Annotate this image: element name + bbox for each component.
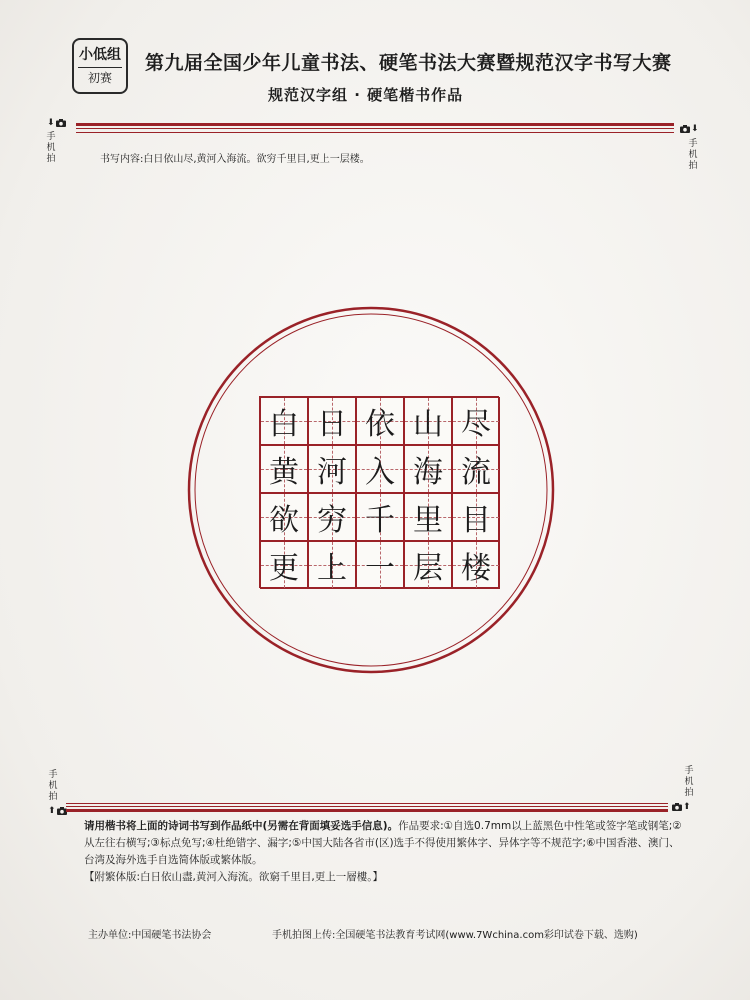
- arrow-up-icon: ⬆: [683, 802, 691, 812]
- photo-marker-top-left: [47, 118, 66, 128]
- requirements-details: 作品要求:①自选0.7mm以上蓝黑色中性笔或签字笔或钢笔;②从左往右横写;③标点免写;④杜绝错字、漏字;⑤中国大陆各省市(区)选手不得使用繁体字、异体字等不规范字;⑥中国香港、澳门、台湾及海外选手自选简体版或繁体版。: [84, 820, 682, 866]
- page-subtitle: 规范汉字组 · 硬笔楷书作品: [268, 86, 464, 104]
- grid-cell: 白: [260, 397, 308, 445]
- photo-marker-bottom-left: [48, 806, 67, 816]
- grid-cell: 穷: [308, 493, 356, 541]
- group-badge: [72, 38, 128, 94]
- requirements-text: [84, 818, 684, 886]
- footer-upload-info: 手机拍图上传:全国硬笔书法教育考试网(www.7Wchina.com彩印试卷下载、选购): [272, 930, 638, 941]
- camera-icon: [56, 119, 66, 127]
- phone-photo-label-top-left: 手 机 拍: [46, 132, 56, 164]
- phone-photo-label-bottom-right: 手 机 拍: [684, 766, 694, 798]
- footer-organizer: 主办单位:中国硬笔书法协会: [88, 930, 212, 941]
- group-label: 小低组: [79, 47, 121, 63]
- bottom-rule: [66, 801, 668, 812]
- grid-cell: 黄: [260, 445, 308, 493]
- grid-cell: 更: [260, 541, 308, 589]
- grid-cell: 一: [356, 541, 404, 589]
- grid-cell: 层: [404, 541, 452, 589]
- grid-cell: 日: [308, 397, 356, 445]
- arrow-down-icon: ⬇: [691, 124, 699, 134]
- camera-icon: [680, 125, 690, 133]
- phone-photo-label-bottom-left: 手 机 拍: [48, 770, 58, 802]
- arrow-up-icon: ⬆: [48, 806, 56, 816]
- grid-cell: 流: [452, 445, 500, 493]
- photo-marker-bottom-right: [672, 802, 691, 812]
- grid-cell: 里: [404, 493, 452, 541]
- grid-cell: 山: [404, 397, 452, 445]
- writing-content-text: 白日依山尽,黄河入海流。欲穷千里目,更上一层楼。: [143, 154, 370, 165]
- writing-grid: [259, 396, 499, 588]
- grid-cell: 入: [356, 445, 404, 493]
- grid-cell: 上: [308, 541, 356, 589]
- badge-divider: [78, 67, 122, 68]
- traditional-version-note: 【附繁体版:白日依山盡,黄河入海流。欲窮千里目,更上一層樓。】: [84, 871, 383, 883]
- requirements-lead: 请用楷书将上面的诗词书写到作品纸中(另需在背面填妥选手信息)。: [84, 820, 399, 832]
- photo-marker-top-right: [680, 124, 699, 134]
- grid-cell: 海: [404, 445, 452, 493]
- writing-content: [100, 150, 370, 165]
- grid-cell: 目: [452, 493, 500, 541]
- grid-cell: 依: [356, 397, 404, 445]
- round-label: 初赛: [87, 71, 112, 85]
- grid-cell: 尽: [452, 397, 500, 445]
- page-title: 第九届全国少年儿童书法、硬笔书法大赛暨规范汉字书写大赛: [145, 52, 672, 74]
- grid-cell: 欲: [260, 493, 308, 541]
- arrow-down-icon: ⬇: [47, 118, 55, 128]
- camera-icon: [672, 803, 682, 811]
- grid-cell: 河: [308, 445, 356, 493]
- grid-cell: 楼: [452, 541, 500, 589]
- grid-cell: 千: [356, 493, 404, 541]
- phone-photo-label-top-right: 手 机 拍: [688, 139, 698, 171]
- top-rule: [76, 123, 674, 133]
- writing-content-label: 书写内容:: [100, 154, 144, 165]
